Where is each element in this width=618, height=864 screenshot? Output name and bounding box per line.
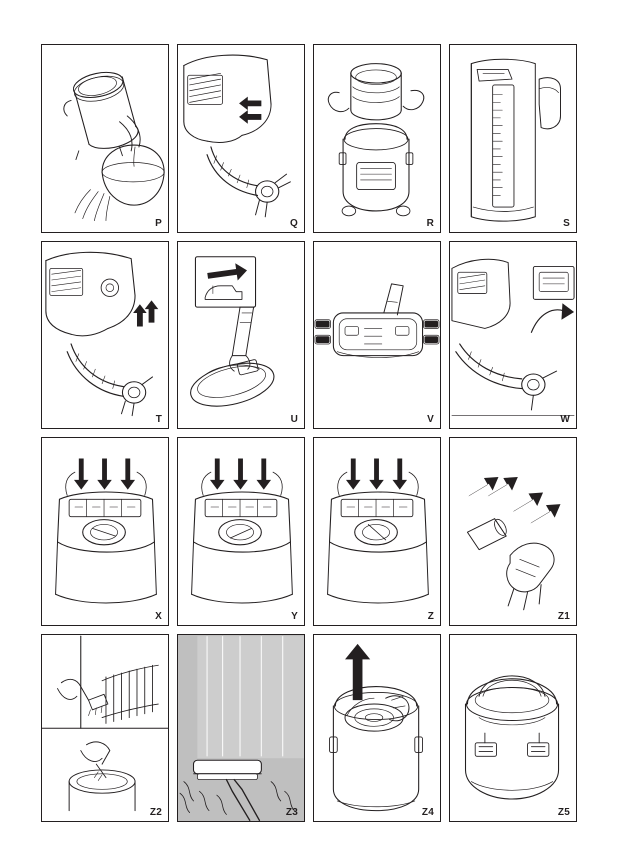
figure-illustration-v — [314, 242, 440, 429]
figure-cell-z1 — [449, 437, 577, 626]
figure-grid — [41, 44, 577, 822]
figure-illustration-r — [314, 45, 440, 232]
figure-illustration-z1 — [450, 438, 576, 625]
figure-illustration-z2 — [42, 635, 168, 822]
figure-cell-x — [41, 437, 169, 626]
figure-cell-s — [449, 44, 577, 233]
figure-label: Z — [427, 610, 434, 622]
figure-label: Y — [291, 610, 298, 622]
figure-label: W — [560, 414, 570, 425]
figure-cell-v — [313, 241, 441, 430]
figure-illustration-z — [314, 438, 440, 625]
figure-cell-y — [177, 437, 305, 626]
figure-cell-w — [449, 241, 577, 430]
figure-label: Z1 — [557, 610, 570, 622]
figure-illustration-q — [178, 45, 304, 232]
figure-label: T — [155, 414, 162, 425]
figure-illustration-p — [42, 45, 168, 232]
figure-illustration-z3 — [178, 635, 304, 822]
figure-cell-z — [313, 437, 441, 626]
figure-cell-r — [313, 44, 441, 233]
figure-illustration-x — [42, 438, 168, 625]
figure-cell-z5 — [449, 634, 577, 823]
figure-cell-z3 — [177, 634, 305, 823]
figure-label: U — [290, 414, 298, 425]
figure-illustration-z5 — [450, 635, 576, 822]
figure-label: V — [427, 414, 434, 425]
figure-cell-t — [41, 241, 169, 430]
figure-illustration-t — [42, 242, 168, 429]
figure-label: P — [155, 217, 162, 229]
figure-label: Q — [290, 217, 298, 229]
figure-cell-p — [41, 44, 169, 233]
figure-illustration-w — [450, 242, 576, 429]
figure-label: R — [426, 217, 434, 229]
figure-illustration-s — [450, 45, 576, 232]
figure-label: Z2 — [149, 807, 162, 818]
figure-cell-z4 — [313, 634, 441, 823]
figure-illustration-u — [178, 242, 304, 429]
figure-cell-z2 — [41, 634, 169, 823]
figure-cell-q — [177, 44, 305, 233]
figure-label: Z3 — [285, 807, 298, 818]
figure-label: X — [155, 610, 162, 622]
figure-illustration-y — [178, 438, 304, 625]
figure-illustration-z4 — [314, 635, 440, 822]
figure-cell-u — [177, 241, 305, 430]
figure-label: Z5 — [557, 807, 570, 818]
figure-label: Z4 — [421, 807, 434, 818]
figure-label: S — [563, 217, 570, 229]
